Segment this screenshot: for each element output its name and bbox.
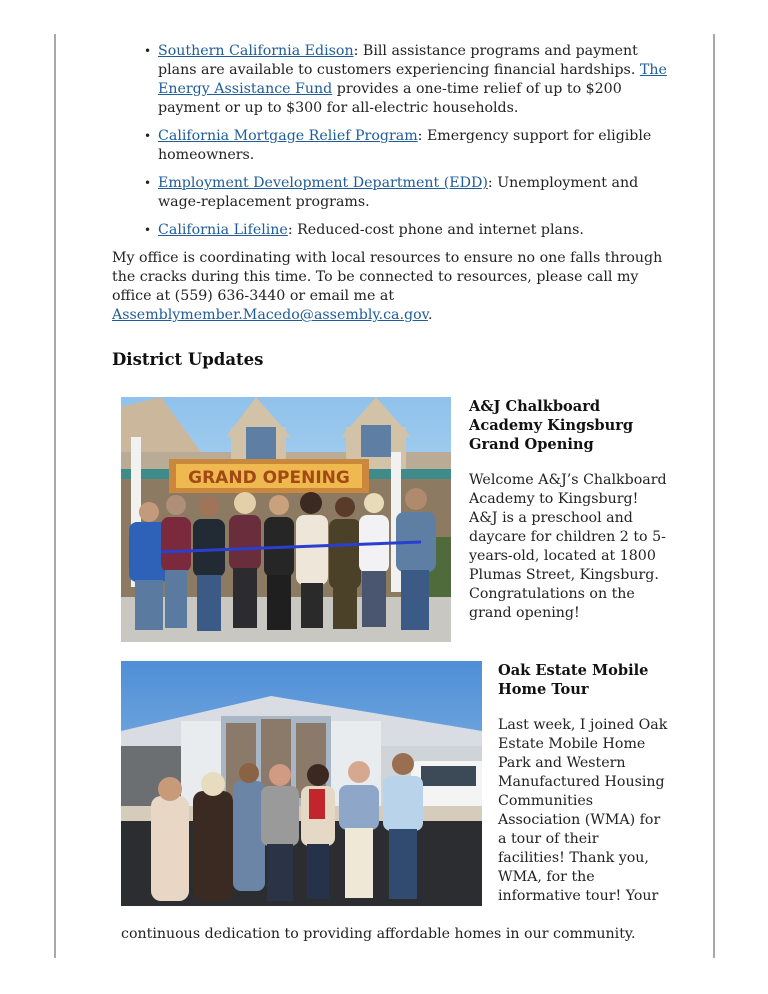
- resource-description-cont: provides a one-time relief of up to $200 payment or up to $300 for all-electric households.: [158, 81, 622, 116]
- svg-text:GRAND OPENING: GRAND OPENING: [188, 468, 350, 488]
- page-right-border: [713, 34, 715, 958]
- page-left-border: [54, 34, 56, 958]
- bullet-icon: •: [144, 176, 152, 190]
- newsletter-content: [112, 42, 672, 369]
- bullet-icon: •: [144, 44, 152, 58]
- story-grand-opening: [469, 397, 669, 623]
- story-title: Oak Estate Mobile Home Tour: [498, 662, 649, 698]
- resource-item-sce: [112, 42, 672, 118]
- email-link[interactable]: Assemblymember.Macedo@assembly.ca.gov: [112, 307, 428, 323]
- link-california-lifeline[interactable]: California Lifeline: [158, 222, 288, 238]
- resource-description: : Bill assistance programs and payment plans are available to customers experiencing financial hardships.: [158, 43, 640, 78]
- resource-item-mortgage-relief: [112, 127, 672, 165]
- link-southern-california-edison[interactable]: Southern California Edison: [158, 43, 354, 59]
- contact-text: My office is coordinating with local resources to ensure no one falls through the cracks during this time. To be connected to resources, please call my office at (559) 636-3440 or email me at: [112, 250, 663, 304]
- contact-paragraph: [112, 249, 672, 325]
- story-body: Last week, I joined Oak Estate Mobile Home Park and Western Manufactured Housing Communities Association (WMA) for a tour of their facilities! Thank you, WMA, for the informative tour! Your: [498, 717, 668, 904]
- resource-item-edd: [112, 174, 672, 212]
- bullet-icon: •: [144, 129, 152, 143]
- link-california-mortgage-relief[interactable]: California Mortgage Relief Program: [158, 128, 418, 144]
- resource-description: : Emergency support for eligible homeowners.: [158, 128, 652, 163]
- resource-list: [112, 42, 672, 240]
- link-edd[interactable]: Employment Development Department (EDD): [158, 175, 488, 191]
- resource-description: : Unemployment and wage-replacement programs.: [158, 175, 639, 210]
- story-mobile-home-tour: [498, 661, 668, 906]
- story-body-continuation: continuous dedication to providing affordable homes in our community.: [121, 926, 636, 942]
- story-body: Welcome A&J’s Chalkboard Academy to Kingsburg! A&J is a preschool and daycare for children 2 to 5-years-old, located at 1800 Plumas Street, Kingsburg. Congratulations on the grand opening!: [469, 472, 667, 621]
- section-title-district-updates: District Updates: [112, 350, 264, 369]
- contact-end: .: [427, 307, 433, 323]
- mobile-home-tour-photo: [121, 661, 482, 906]
- link-energy-assistance-fund[interactable]: The Energy Assistance Fund: [158, 62, 667, 97]
- resource-description: : Reduced-cost phone and internet plans.: [287, 222, 584, 238]
- resource-item-lifeline: [112, 221, 672, 240]
- grand-opening-photo: [121, 397, 451, 642]
- story-title: A&J Chalkboard Academy Kingsburg Grand Opening: [469, 398, 634, 453]
- bullet-icon: •: [144, 223, 152, 237]
